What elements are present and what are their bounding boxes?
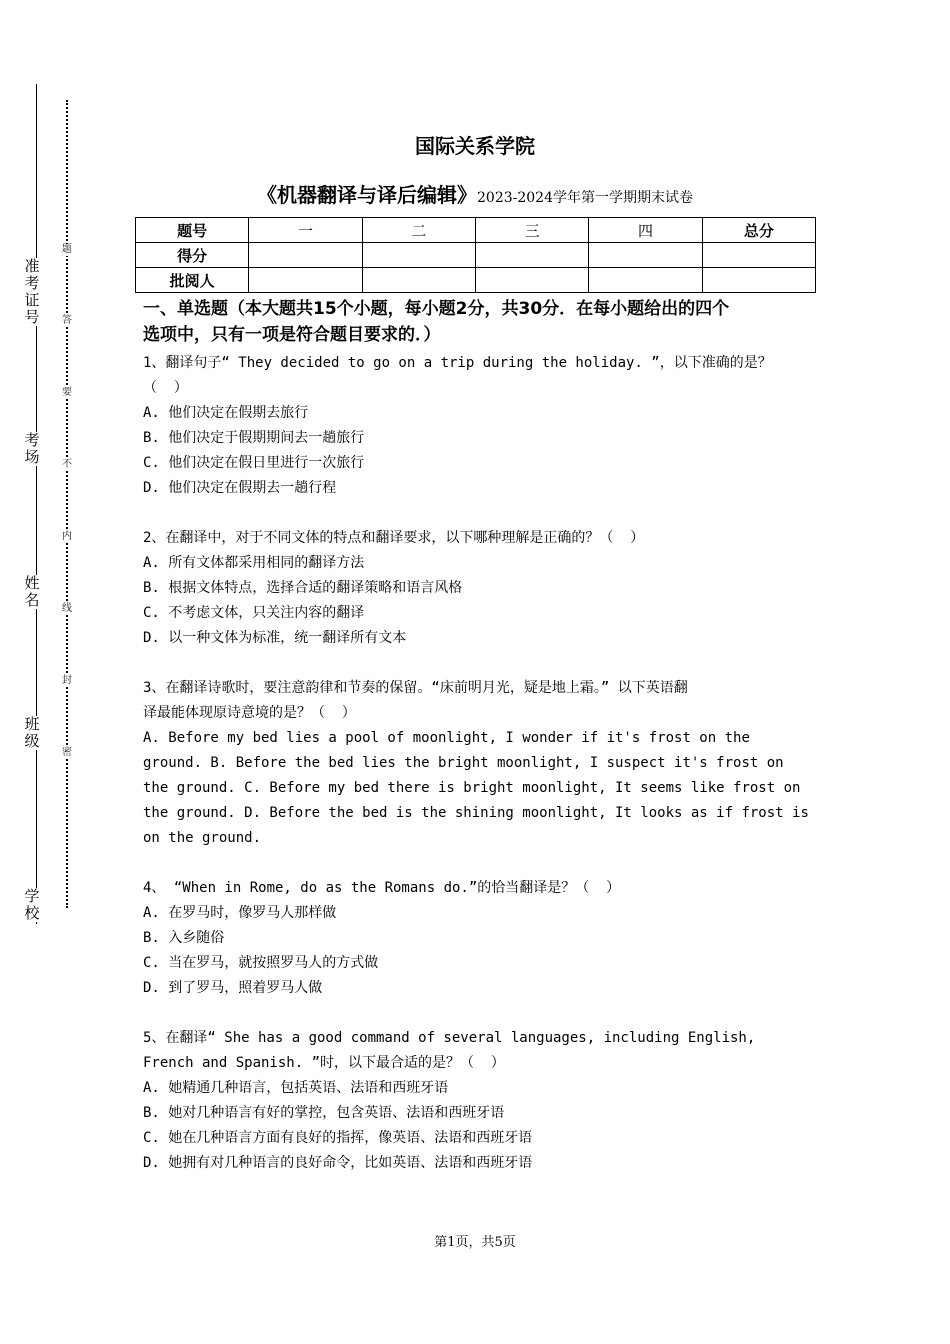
option: A. 在罗马时，像罗马人那样做: [143, 905, 337, 921]
question-stem: 4、 “When in Rome, do as the Romans do.”的恰当翻译是？（ ）: [143, 880, 621, 896]
option: A. Before my bed lies a pool of moonlight, I wonder if it's frost on the: [143, 730, 750, 746]
option: C. 不考虑文体，只关注内容的翻译: [143, 605, 365, 621]
question-stem: French and Spanish. ”时，以下最合适的是？（ ）: [143, 1055, 505, 1071]
seal-dotted-line: [66, 100, 68, 908]
question-4: [143, 876, 823, 1001]
score-row-label: 得分: [136, 243, 249, 268]
reviewer-cell[interactable]: [362, 268, 475, 293]
reviewer-cell[interactable]: [249, 268, 362, 293]
question-stem: （ ）: [143, 380, 188, 396]
field-exam-number-label: 准考证号: [20, 258, 44, 326]
option: D. 到了罗马，照着罗马人做: [143, 980, 323, 996]
question-stem: 5、在翻译“ She has a good command of several languages, including English,: [143, 1030, 756, 1046]
score-cell[interactable]: [249, 243, 362, 268]
course-name: 《机器翻译与译后编辑》: [257, 183, 477, 207]
option: A. 所有文体都采用相同的翻译方法: [143, 555, 365, 571]
option: C. 他们决定在假日里进行一次旅行: [143, 455, 365, 471]
score-cell[interactable]: [475, 243, 588, 268]
question-stem: 译最能体现原诗意境的是？（ ）: [143, 705, 356, 721]
option: the ground. D. Before the bed is the shining moonlight, It looks as if frost is: [143, 805, 809, 821]
option: B. 他们决定于假期期间去一趟旅行: [143, 430, 365, 446]
seal-char: 内: [59, 531, 75, 543]
score-cell[interactable]: [589, 243, 702, 268]
question-2: [143, 526, 823, 651]
field-name-label: 姓名: [20, 575, 44, 609]
reviewer-cell[interactable]: [475, 268, 588, 293]
exam-term: 2023-2024学年第一学期期末试卷: [477, 190, 693, 206]
score-cell[interactable]: [702, 243, 815, 268]
seal-char: 封: [59, 675, 75, 687]
option: ground. B. Before the bed lies the bright moonlight, I suspect it's frost on: [143, 755, 784, 771]
score-cell[interactable]: [362, 243, 475, 268]
field-school-label: 学校: [20, 888, 44, 922]
page-number: 第1页，共5页: [434, 1235, 516, 1250]
seal-char: 答: [59, 315, 75, 327]
score-table-header: 三: [475, 218, 588, 243]
option: B. 根据文体特点，选择合适的翻译策略和语言风格: [143, 580, 463, 596]
score-table-row: [136, 268, 816, 293]
option: C. 当在罗马，就按照罗马人的方式做: [143, 955, 379, 971]
option: B. 她对几种语言有好的掌控，包含英语、法语和西班牙语: [143, 1105, 505, 1121]
score-table-header-row: [136, 218, 816, 243]
score-table-header: 一: [249, 218, 362, 243]
question-stem: 1、翻译句子“ They decided to go on a trip during the holiday. ”，以下准确的是？: [143, 355, 772, 371]
reviewer-cell[interactable]: [589, 268, 702, 293]
question-stem: 3、在翻译诗歌时，要注意韵律和节奏的保留。“床前明月光，疑是地上霜。” 以下英语翻: [143, 680, 688, 696]
option: A. 她精通几种语言，包括英语、法语和西班牙语: [143, 1080, 449, 1096]
option: C. 她在几种语言方面有良好的指挥，像英语、法语和西班牙语: [143, 1130, 533, 1146]
question-1: [143, 351, 823, 501]
question-5: [143, 1026, 823, 1176]
option: the ground. C. Before my bed there is bright moonlight, It seems like frost on: [143, 780, 801, 796]
score-table-row: [136, 243, 816, 268]
field-class-label: 班级: [20, 716, 44, 750]
binding-line: [36, 84, 37, 924]
score-table-header: 题号: [136, 218, 249, 243]
score-table: [135, 217, 816, 293]
section-single-choice: [143, 296, 823, 1176]
exam-title: [0, 179, 950, 208]
score-table-header: 总分: [702, 218, 815, 243]
seal-char: 密: [59, 747, 75, 759]
reviewer-cell[interactable]: [702, 268, 815, 293]
seal-char: 线: [59, 603, 75, 615]
section-heading-line: 选项中，只有一项是符合题目要求的．）: [143, 325, 441, 345]
school-title: 国际关系学院: [415, 134, 535, 158]
question-stem: 2、在翻译中，对于不同文体的特点和翻译要求，以下哪种理解是正确的？（ ）: [143, 530, 645, 546]
option: on the ground.: [143, 830, 262, 846]
section-heading-line: 一、单选题（本大题共15个小题，每小题2分，共30分．在每小题给出的四个: [143, 299, 730, 319]
option: A. 他们决定在假期去旅行: [143, 405, 309, 421]
question-3: [143, 676, 823, 851]
seal-char: 不: [59, 459, 75, 471]
option: D. 以一种文体为标准，统一翻译所有文本: [143, 630, 407, 646]
option: D. 她拥有对几种语言的良好命令，比如英语、法语和西班牙语: [143, 1155, 533, 1171]
seal-char: 要: [59, 387, 75, 399]
option: D. 他们决定在假期去一趟行程: [143, 480, 337, 496]
score-table-header: 四: [589, 218, 702, 243]
option: B. 入乡随俗: [143, 930, 225, 946]
field-exam-room-label: 考场: [20, 432, 44, 466]
score-table-header: 二: [362, 218, 475, 243]
score-row-label: 批阅人: [136, 268, 249, 293]
seal-char: 题: [59, 244, 75, 256]
section-heading: [143, 296, 823, 348]
